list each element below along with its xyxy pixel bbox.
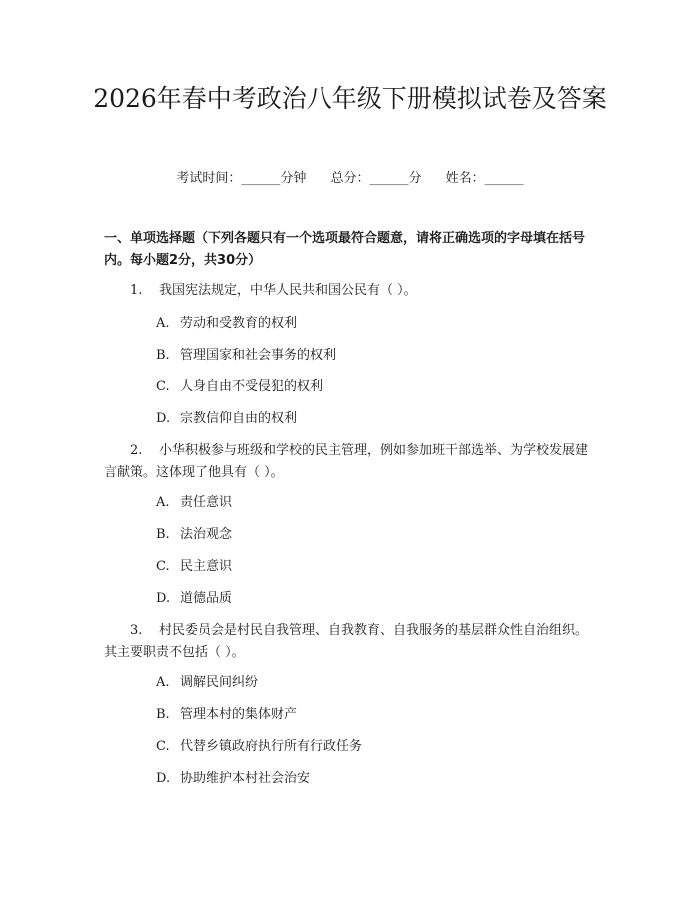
question-3-option-b bbox=[156, 706, 596, 724]
option-text: 协助维护本村社会治安 bbox=[180, 771, 311, 786]
option-text: 管理本村的集体财产 bbox=[180, 707, 298, 722]
question-2-option-d bbox=[156, 590, 596, 608]
option-letter: B. bbox=[156, 707, 170, 722]
exam-meta bbox=[0, 170, 700, 188]
total-score-unit: 分 bbox=[408, 171, 422, 186]
question-1-option-d bbox=[156, 410, 596, 428]
option-letter: A. bbox=[156, 675, 170, 690]
question-1-option-c bbox=[156, 378, 596, 396]
option-letter: D. bbox=[156, 411, 171, 426]
question-number: 2. bbox=[130, 443, 143, 458]
option-letter: B. bbox=[156, 348, 170, 363]
total-score-field bbox=[330, 170, 421, 188]
question-text: 村民委员会是村民自我管理、自我教育、自我服务的基层群众性自治组织。其主要职责不包括（ ）。 bbox=[104, 623, 588, 660]
option-letter: D. bbox=[156, 771, 171, 786]
option-text: 调解民间纠纷 bbox=[180, 675, 259, 690]
question-2-stem bbox=[104, 440, 600, 484]
question-3-option-a bbox=[156, 674, 596, 692]
question-3-option-c bbox=[156, 738, 596, 756]
option-letter: A. bbox=[156, 316, 170, 331]
question-text: 小华积极参与班级和学校的民主管理，例如参加班干部选举、为学校发展建言献策。这体现了他具有（ ）。 bbox=[104, 443, 588, 480]
question-text: 我国宪法规定，中华人民共和国公民有（ ）。 bbox=[158, 283, 417, 298]
exam-time-unit: 分钟 bbox=[280, 171, 307, 186]
option-letter: C. bbox=[156, 559, 170, 574]
option-text: 劳动和受教育的权利 bbox=[180, 316, 298, 331]
option-text: 代替乡镇政府执行所有行政任务 bbox=[180, 739, 363, 754]
student-name-field bbox=[446, 170, 524, 188]
option-letter: C. bbox=[156, 739, 170, 754]
total-score-blank: ______ bbox=[369, 171, 409, 186]
exam-title: 2026年春中考政治八年级下册模拟试卷及答案 bbox=[93, 84, 607, 113]
exam-time-blank: ______ bbox=[241, 171, 281, 186]
question-1-option-a bbox=[156, 315, 596, 333]
option-text: 人身自由不受侵犯的权利 bbox=[180, 379, 324, 394]
option-text: 责任意识 bbox=[180, 495, 233, 510]
option-text: 法治观念 bbox=[180, 527, 233, 542]
total-score-label: 总分： bbox=[330, 171, 370, 186]
question-1-stem bbox=[104, 280, 600, 302]
question-number: 1. bbox=[130, 283, 143, 298]
option-letter: A. bbox=[156, 495, 170, 510]
student-name-label: 姓名： bbox=[445, 171, 485, 186]
question-1-option-b bbox=[156, 347, 596, 365]
question-3-option-d bbox=[156, 770, 596, 788]
student-name-blank: ______ bbox=[484, 171, 524, 186]
question-2-option-b bbox=[156, 526, 596, 544]
question-3-stem bbox=[104, 620, 600, 664]
option-letter: C. bbox=[156, 379, 170, 394]
option-text: 民主意识 bbox=[180, 559, 233, 574]
section-heading: 一、单项选择题（下列各题只有一个选项最符合题意，请将正确选项的字母填在括号内。每小题2分，共30分） bbox=[104, 231, 586, 268]
exam-time-label: 考试时间： bbox=[176, 171, 242, 186]
exam-time-field bbox=[176, 170, 306, 188]
question-number: 3. bbox=[130, 623, 143, 638]
question-2-option-c bbox=[156, 558, 596, 576]
option-letter: D. bbox=[156, 591, 171, 606]
option-text: 管理国家和社会事务的权利 bbox=[180, 348, 337, 363]
option-text: 宗教信仰自由的权利 bbox=[180, 411, 298, 426]
option-letter: B. bbox=[156, 527, 170, 542]
option-text: 道德品质 bbox=[180, 591, 233, 606]
question-2-option-a bbox=[156, 494, 596, 512]
